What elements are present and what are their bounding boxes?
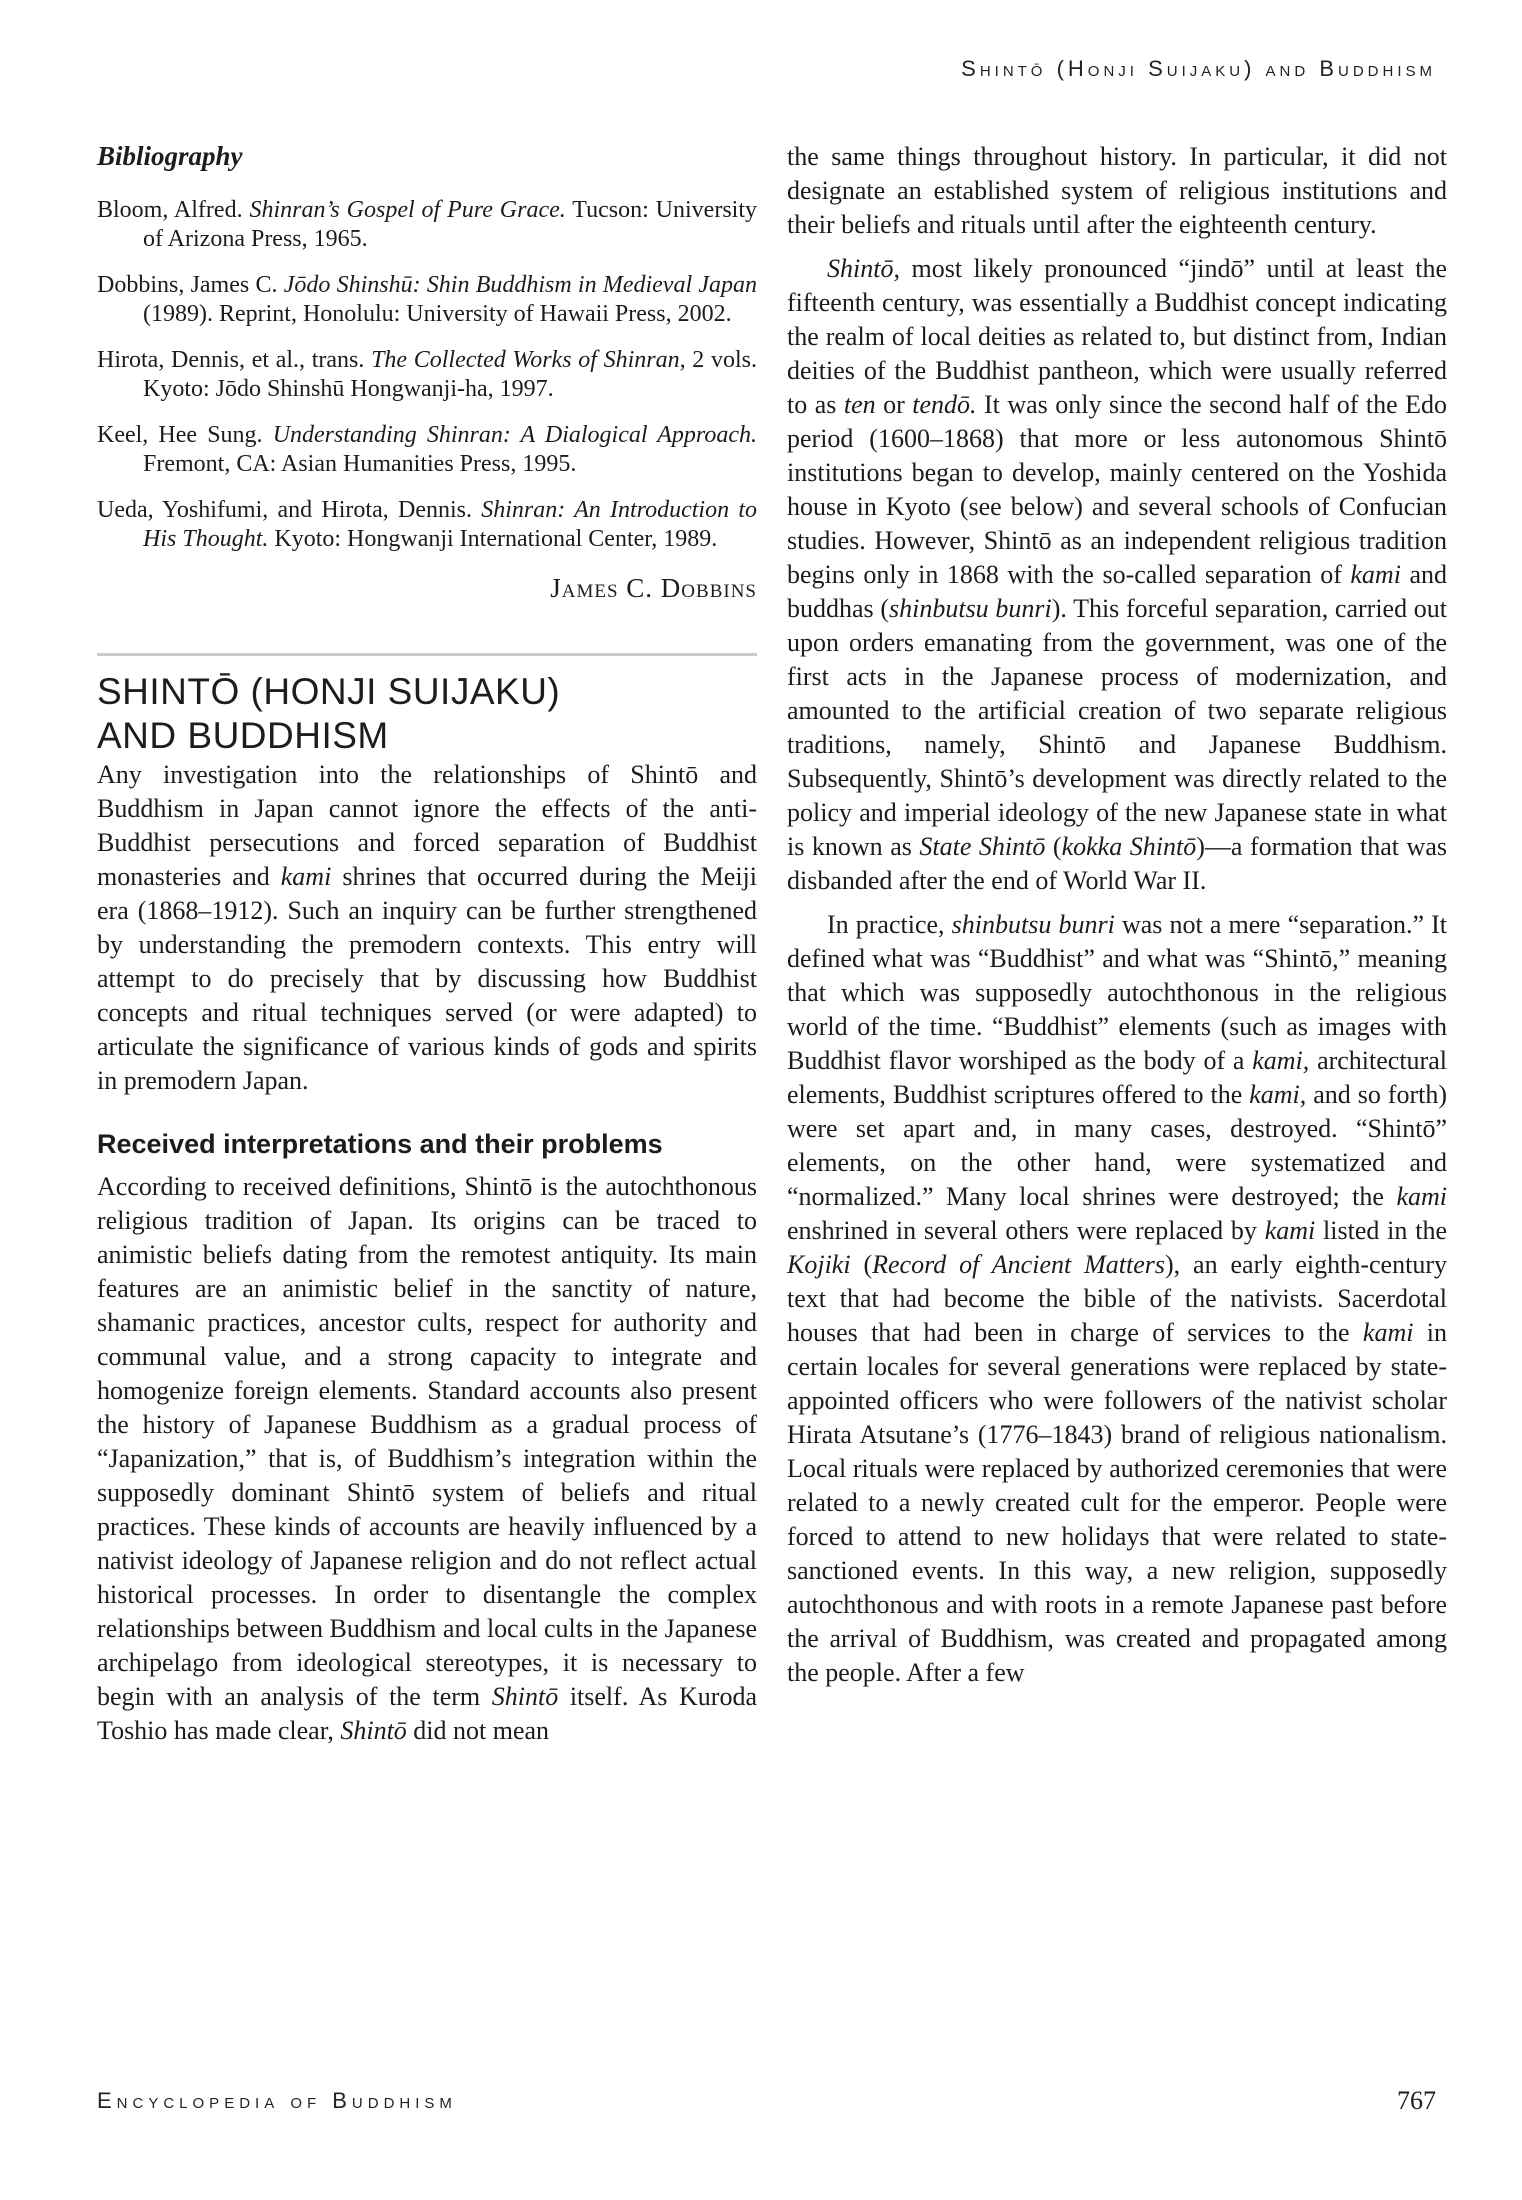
bibliography-entry: Hirota, Dennis, et al., trans. The Collected Works of Shinran, 2 vols. Kyoto: Jōdo Shinshū Hongwanji-ha, 1997. bbox=[97, 347, 758, 402]
section-heading: Received interpretations and their problems bbox=[97, 1129, 663, 1159]
article-paragraph: Shintō, most likely pronounced “jindō” until at least the fifteenth century, was essentially a Buddhist concept indicating the realm of local deities as related to, but distinct from, Indian deities of the Buddhist pantheon, which were usually referred to as ten or tendō. It was only since the second half of the Edo period (1600–1868) that more or less autonomous Shintō institutions began to develop, mainly centered on the Yoshida house in Kyoto (see below) and several schools of Confucian studies. However, Shintō as an independent religious tradition begins only in 1868 with the so-called separation of kami and buddhas (shinbutsu bunri). This forceful separation, carried out upon orders emanating from the government, was one of the first acts in the Japanese process of modernization, and amounted to the artificial creation of two separate religious traditions, namely, Shintō and Japanese Buddhism. Subsequently, Shintō’s development was directly related to the policy and imperial ideology of the new Japanese state in what is known as State Shintō (kokka Shintō)—a formation that was disbanded after the end of World War II. bbox=[787, 254, 1447, 895]
bibliography-entry: Ueda, Yoshifumi, and Hirota, Dennis. Shinran: An Introduction to His Thought. Kyoto: Hongwanji International Center, 1989. bbox=[97, 497, 758, 552]
footer-book-title: Encyclopedia of Buddhism bbox=[97, 2088, 457, 2113]
article-paragraph: According to received definitions, Shintō is the autochthonous religious tradition of Japan. Its origins can be traced to animistic beliefs dating from the remotest antiquity. Its main features are an animistic belief in the sanctity of nature, shamanic practices, ancestor cults, respect for authority and communal value, and a strong capacity to integrate and homogenize foreign elements. Standard accounts also present the history of Japanese Buddhism as a gradual process of “Japanization,” that is, of Buddhism’s integration within the supposedly dominant Shintō system of beliefs and ritual practices. These kinds of accounts are heavily influenced by a nativist ideology of Japanese religion and do not reflect actual historical processes. In order to disentangle the complex relationships between Buddhism and local cults in the Japanese archipelago from ideological stereotypes, it is necessary to begin with an analysis of the term Shintō itself. As Kuroda Toshio has made clear, Shintō did not mean bbox=[97, 1172, 758, 1745]
running-header: Shintō (Honji Suijaku) and Buddhism bbox=[961, 56, 1436, 81]
article-paragraph: the same things throughout history. In particular, it did not designate an established system of religious institutions and their beliefs and rituals until after the eighteenth century. bbox=[787, 142, 1447, 239]
right-column bbox=[787, 140, 1447, 1690]
article-title-line2: AND BUDDHISM bbox=[97, 715, 389, 756]
article-paragraph: In practice, shinbutsu bunri was not a mere “separation.” It defined what was “Buddhist” and what was “Shintō,” meaning that which was supposedly autochthonous in the religious world of the time. “Buddhist” elements (such as images with Buddhist flavor worshiped as the body of a kami, architectural elements, Buddhist scriptures offered to the kami, and so forth) were set apart and, in many cases, destroyed. “Shintō” elements, on the other hand, were systematized and “normalized.” Many local shrines were destroyed; the kami enshrined in several others were replaced by kami listed in the Kojiki (Record of Ancient Matters), an early eighth-century text that had become the bible of the nativists. Sacerdotal houses that had been in charge of services to the kami in certain locales for several generations were replaced by state-appointed officers who were followers of the nativist scholar Hirata Atsutane’s (1776–1843) brand of religious nationalism. Local rituals were replaced by authorized ceremonies that were related to a newly created cult for the emperor. People were forced to attend to new holidays that were related to state-sanctioned events. In this way, a new religion, supposedly autochthonous and with roots in a remote Japanese past before the arrival of Buddhism, was created and propagated among the people. After a few bbox=[787, 910, 1448, 1687]
bibliography-entry: Bloom, Alfred. Shinran’s Gospel of Pure Grace. Tucson: University of Arizona Press, 1965. bbox=[97, 197, 757, 252]
article-title bbox=[97, 670, 757, 758]
section-divider-rule bbox=[97, 653, 757, 656]
article-paragraph: Any investigation into the relationships of Shintō and Buddhism in Japan cannot ignore the effects of the anti-Buddhist persecutions and forced separation of Buddhist monasteries and kami shrines that occurred during the Meiji era (1868–1912). Such an inquiry can be further strengthened by understanding the premodern contexts. This entry will attempt to do precisely that by discussing how Buddhist concepts and ritual techniques served (or were adapted) to articulate the significance of various kinds of gods and spirits in premodern Japan. bbox=[97, 760, 757, 1095]
bibliography-entry: Keel, Hee Sung. Understanding Shinran: A Dialogical Approach. Fremont, CA: Asian Humanities Press, 1995. bbox=[97, 422, 757, 477]
bibliography-heading: Bibliography bbox=[97, 141, 243, 171]
footer-page-number: 767 bbox=[1397, 2086, 1436, 2115]
article-title-line1: SHINTŌ (HONJI SUIJAKU) bbox=[97, 671, 561, 712]
author-signature: James C. Dobbins bbox=[550, 573, 757, 603]
bibliography-entry: Dobbins, James C. Jōdo Shinshū: Shin Buddhism in Medieval Japan (1989). Reprint, Honolulu: University of Hawaii Press, 2002. bbox=[97, 272, 757, 327]
left-column bbox=[97, 140, 757, 1748]
